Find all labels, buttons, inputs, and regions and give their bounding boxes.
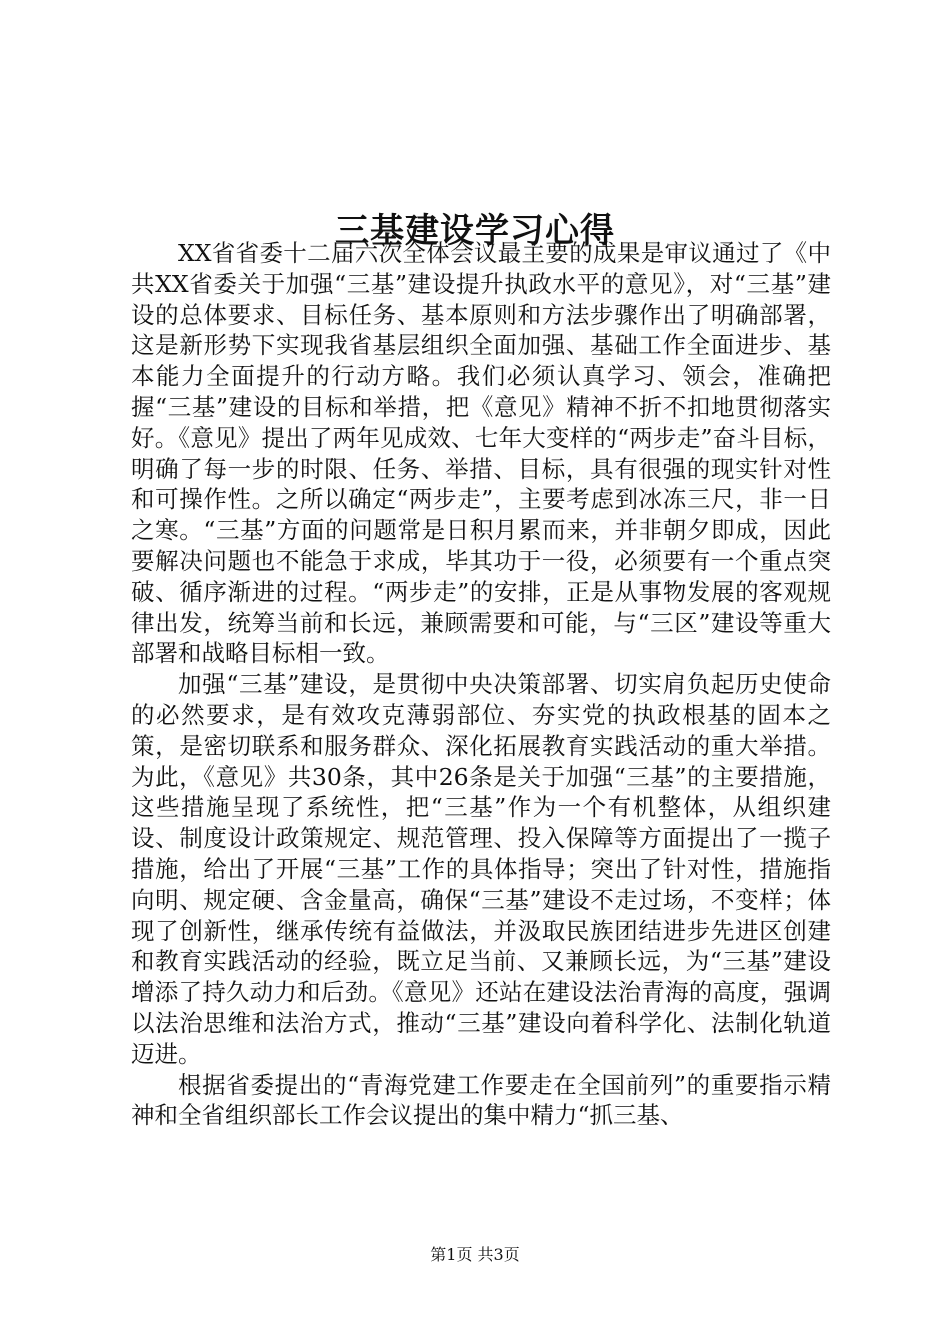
paragraph-2: 加强“三基”建设，是贯彻中央决策部署、切实肩负起历史使命的必然要求，是有效攻克薄弱部位、夯实党的执政根基的固本之策，是密切联系和服务群众、深化拓展教育实践活动的重大举措。为此，《意见》共30条，其中26条是关于加强“三基”的主要措施，这些措施呈现了系统性，把“三基”作为一个有机整体，从组织建设、制度设计政策规定、规范管理、投入保障等方面提出了一揽子措施，给出了开展“三基”工作的具体指导；突出了针对性，措施指向明、规定硬、含金量高，确保“三基”建设不走过场，不变样；体现了创新性，继承传统有益做法，并汲取民族团结进步先进区创建和教育实践活动的经验，既立足当前、又兼顾长远，为“三基”建设增添了持久动力和后劲。《意见》还站在建设法治青海的高度，强调以法治思维和法治方式，推动“三基”建设向着科学化、法制化轨道迈进。	[131, 670, 831, 1068]
paragraph-1: XX省省委十二届六次全体会议最主要的成果是审议通过了《中共XX省委关于加强“三基”建设提升执政水平的意见》，对“三基”建设的总体要求、目标任务、基本原则和方法步骤作出了明确部署，这是新形势下实现我省基层组织全面加强、基础工作全面进步、基本能力全面提升的行动方略。我们必须认真学习、领会，准确把握“三基”建设的目标和举措，把《意见》精神不折不扣地贯彻落实好。《意见》提出了两年见成效、七年大变样的“两步走”奋斗目标，明确了每一步的时限、任务、举措、目标，具有很强的现实针对性和可操作性。之所以确定“两步走”，主要考虑到冰冻三尺，非一日之寒。“三基”方面的问题常是日积月累而来，并非朝夕即成，因此要解决问题也不能急于求成，毕其功于一役，必须要有一个重点突破、循序渐进的过程。“两步走”的安排，正是从事物发展的客观规律出发，统筹当前和长远，兼顾需要和可能，与“三区”建设等重大部署和战略目标相一致。	[131, 239, 831, 668]
document-title: 三基建设学习心得	[335, 210, 615, 251]
document-body	[131, 238, 831, 1131]
page-number: 第1页 共3页	[430, 1245, 520, 1264]
paragraph-3: 根据省委提出的“青海党建工作要走在全国前列”的重要指示精神和全省组织部长工作会议提出的集中精力“抓三基、	[131, 1070, 831, 1130]
